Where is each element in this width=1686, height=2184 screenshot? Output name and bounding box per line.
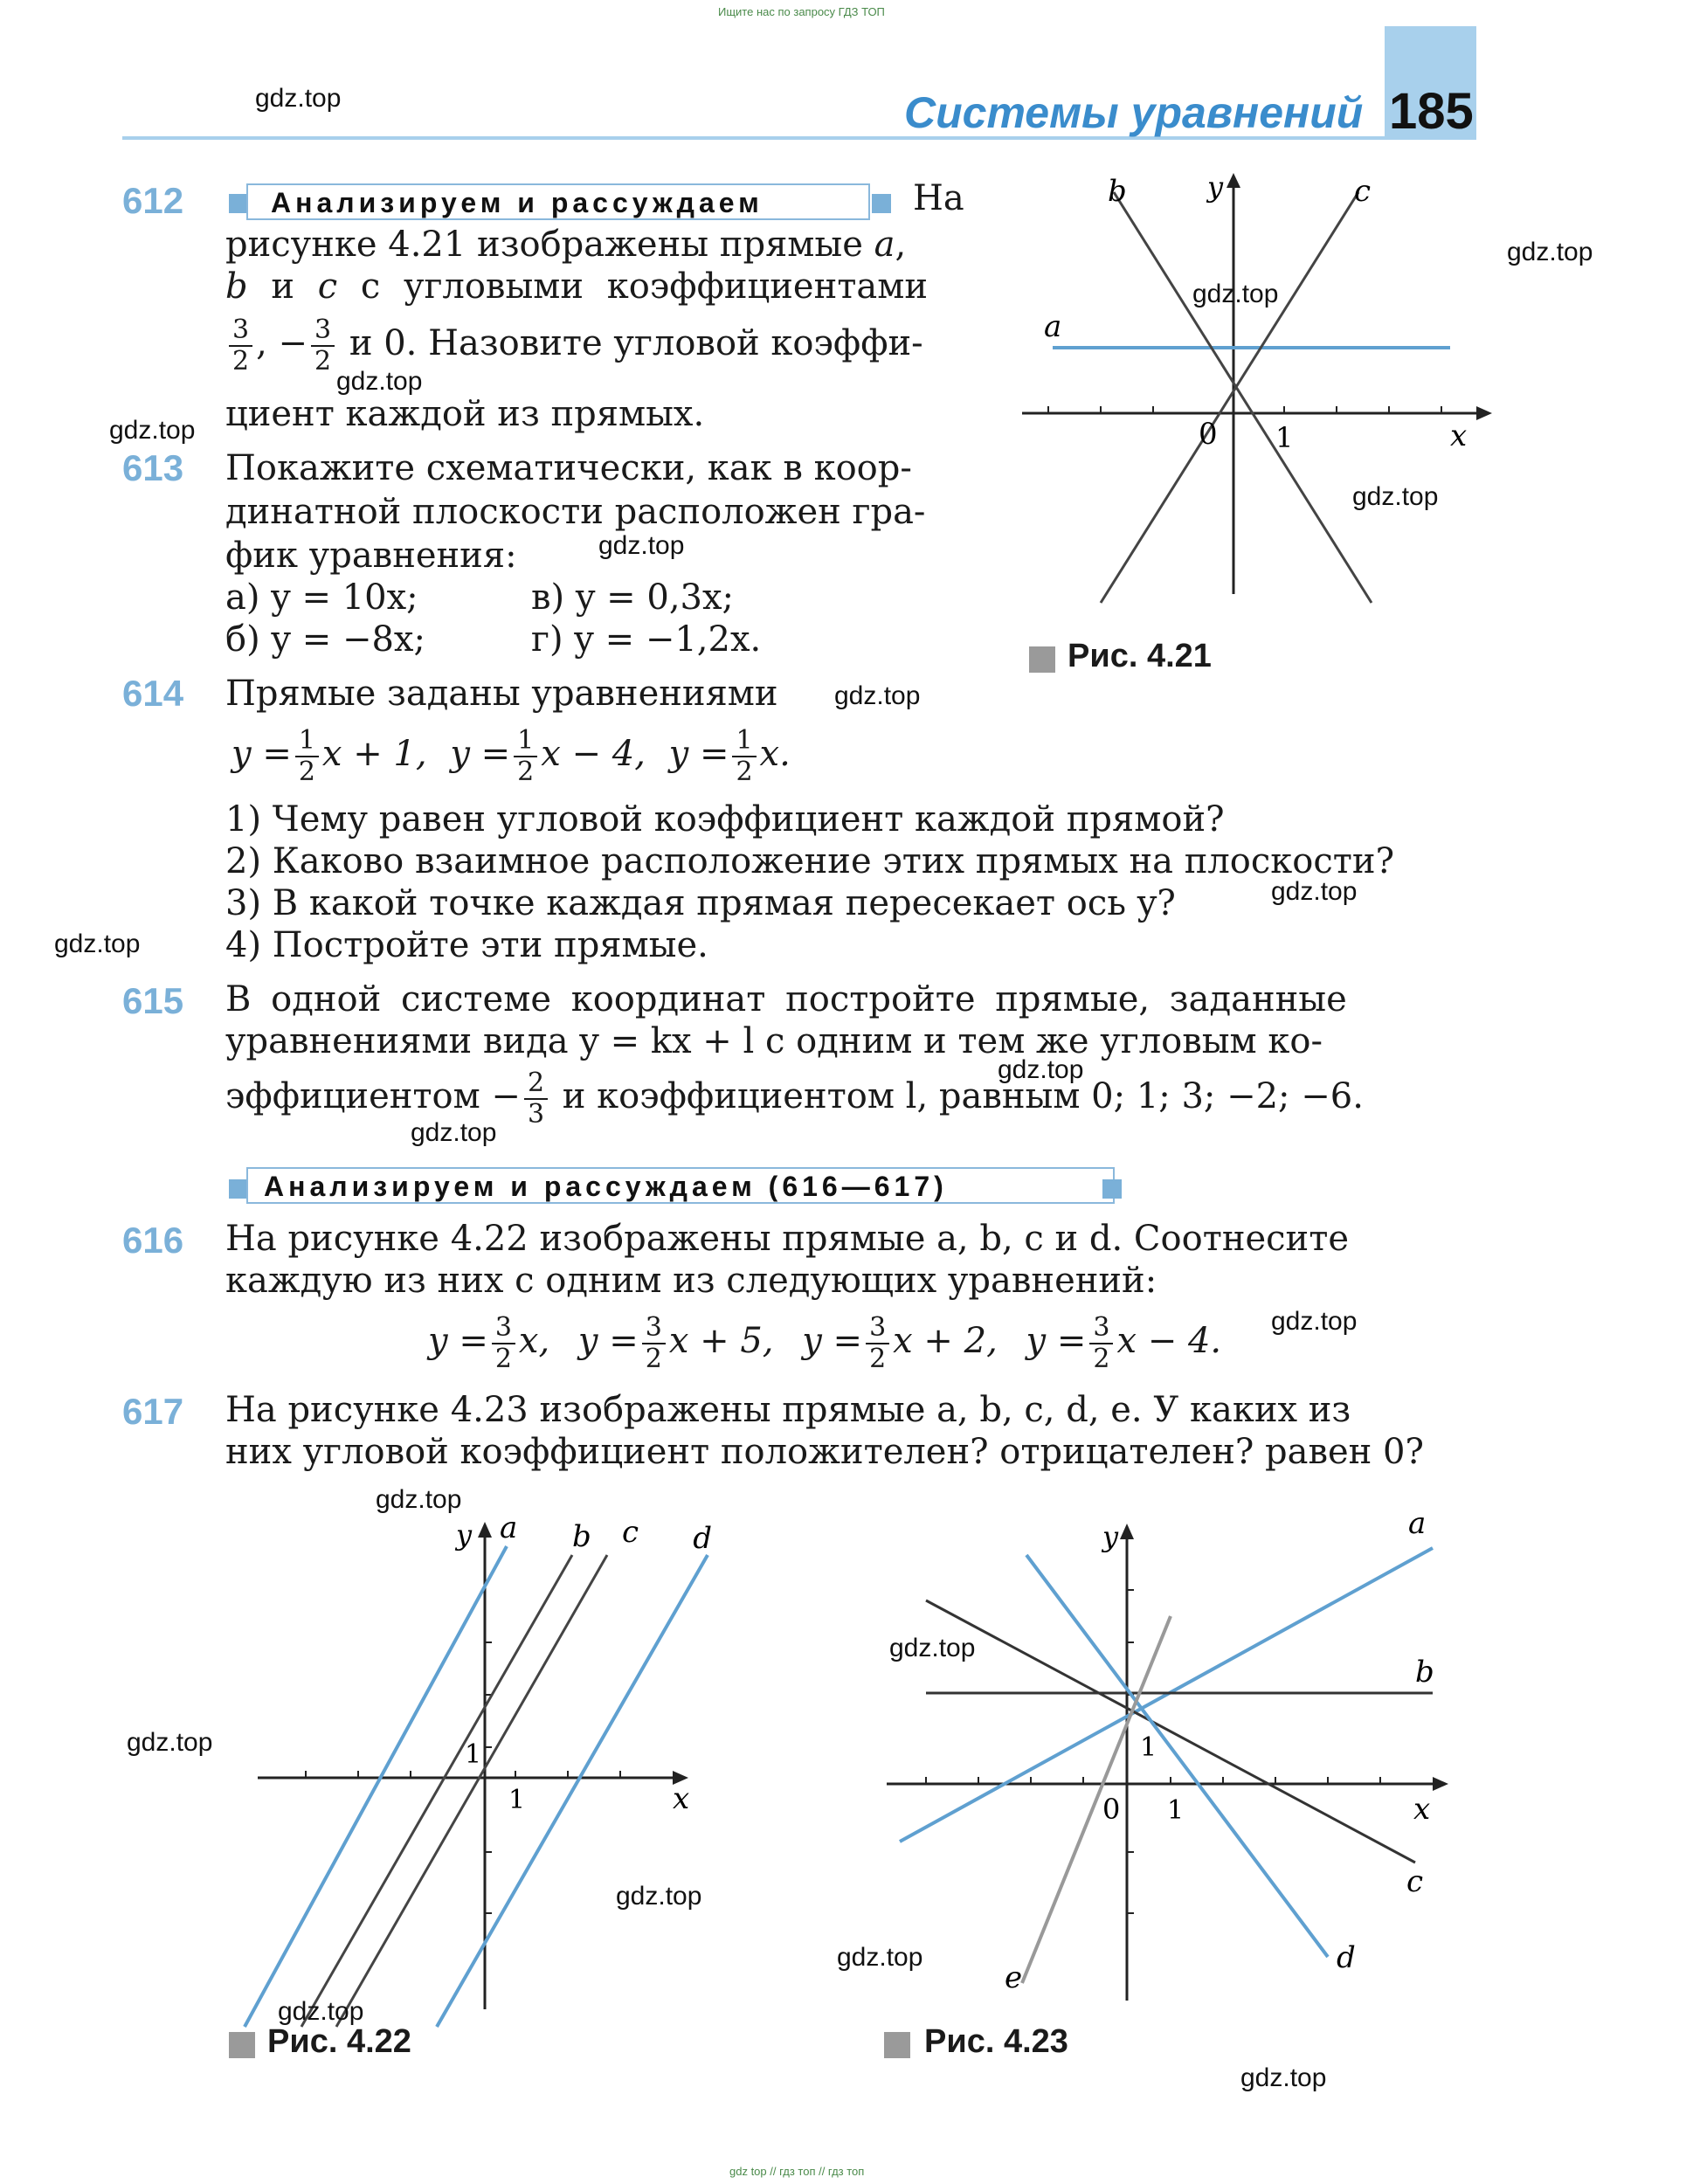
text-line: уравнениями вида y = kx + l с одним и тем же угловым ко- [225,1021,1323,1061]
text-line: динатной плоскости расположен гра- [225,492,926,532]
watermark: gdz.top [1240,2063,1327,2092]
text-line: 3) В какой точке каждая прямая пересекает ось y? [225,883,1176,923]
text-line: 4) Постройте эти прямые. [225,925,708,965]
bullet-square [1102,1179,1122,1199]
text-line: каждую из них с одним из следующих уравнений: [225,1261,1157,1301]
label-one: 1 [1275,421,1294,454]
label-y: y [1102,1520,1119,1553]
watermark: gdz.top [336,367,423,396]
text-line: Покажите схематически, как в коор- [225,448,912,488]
problem-number: 612 [122,180,184,221]
watermark: gdz.top [1192,280,1279,308]
line-b [1114,192,1372,603]
y-axis-arrow [478,1522,492,1538]
bullet-square [229,194,248,213]
label-d: d [1337,1940,1356,1975]
label-x: x [673,1781,690,1816]
text-line: В одной системе координат постройте прямые, заданные [225,979,1347,1019]
text-line: b и c с угловыми коэффициентами [225,266,928,307]
text-line: а) y = 10x; [225,577,418,618]
line-a [245,1546,507,2027]
y-axis-arrow [1120,1524,1134,1539]
section-heading: Анализируем и рассуждаем [271,187,764,218]
watermark: gdz.top [1271,1307,1358,1336]
watermark: gdz.top [1352,482,1439,511]
text-line: рисунке 4.21 изображены прямые a, [225,225,907,265]
label-one-x: 1 [1167,1795,1185,1826]
line-c [336,1555,607,2027]
bullet-square [229,1179,248,1199]
watermark: gdz.top [127,1728,213,1757]
watermark: gdz.top [1507,238,1593,266]
label-origin: 0 [1199,417,1218,452]
text-line: эффициентом − $\frac{2}{3}$ и коэффициентом l, равным 0; 1; 3; −2; −6. [225,1068,1364,1130]
line-c [1101,192,1358,603]
watermark: gdz.top [1271,877,1358,906]
page-number: 185 [1389,83,1474,140]
x-axis-arrow [1476,406,1492,420]
watermark: gdz.top [255,84,342,113]
figure-4-21 [1013,166,1503,620]
figure-4-23 [874,1503,1468,2027]
label-c: c [1406,1864,1424,1899]
label-a: a [1408,1506,1427,1541]
text-line: 1) Чему равен угловой коэффициент каждой прямой? [225,799,1225,840]
figure-caption: Рис. 4.21 [1068,638,1212,674]
watermark: gdz.top [834,681,921,710]
label-origin: 0 [1102,1793,1121,1826]
section-heading: Анализируем и рассуждаем (616—617) [264,1171,948,1202]
figure-caption: Рис. 4.23 [924,2023,1068,2060]
problem-number: 615 [122,980,184,1021]
label-one-y: 1 [1140,1732,1157,1763]
text-line: в) y = 0,3x; [531,577,735,618]
bullet-square [872,194,891,213]
watermark: gdz.top [998,1055,1084,1084]
line-a [900,1548,1433,1842]
text-line: б) y = −8x; [225,619,425,660]
page-title: Системы уравнений [904,88,1364,137]
problem-number: 614 [122,673,184,714]
problem-number: 617 [122,1391,184,1432]
text-line: Прямые заданы уравнениями [225,674,778,714]
label-b: b [572,1519,591,1554]
text-line: $\frac{3}{2}$ , − $\frac{3}{2}$ и 0. Назовите угловой коэффи- [225,313,1483,377]
watermark: gdz.top [411,1118,497,1147]
label-y: y [1207,170,1224,204]
label-x: x [1450,418,1468,453]
figure-4-22 [218,1503,712,2027]
equation-line: y = $\frac{1}{2}$ x + 1, y = $\frac{1}{2}$ x − 4, y = $\frac{1}{2}$ x. [231,725,791,787]
y-axis-arrow [1226,173,1240,188]
label-x: x [1413,1792,1431,1827]
label-a: a [500,1510,518,1545]
text-line: На [913,178,964,218]
top-note: Ищите нас по запросу ГДЗ ТОП [718,5,885,18]
watermark: gdz.top [598,531,685,560]
label-c: c [622,1515,639,1550]
text-line: г) y = −1,2x. [531,619,762,660]
figure-caption: Рис. 4.22 [267,2023,411,2060]
text-line: них угловой коэффициент положителен? отрицателен? равен 0? [225,1432,1424,1472]
label-d: d [693,1521,712,1556]
label-c: c [1354,174,1372,209]
watermark: gdz.top [376,1485,462,1514]
line-d [1026,1555,1328,1957]
caption-square [229,2032,255,2058]
text-line: циент каждой из прямых. [225,394,705,434]
label-b: b [1108,174,1127,209]
problem-number: 613 [122,447,184,488]
equation-line: y = $\frac{3}{2}$ x, y = $\frac{3}{2}$ x + 5, y = $\frac{3}{2}$ x + 2, y = $\frac{3}{2}$ x − 4. [428,1312,1222,1374]
problem-number: 616 [122,1220,184,1261]
watermark: gdz.top [889,1634,976,1662]
watermark: gdz.top [278,1997,364,2026]
bottom-note: gdz top // гдз топ // гдз топ [729,2165,865,2178]
label-a: a [1044,309,1062,344]
label-b: b [1415,1655,1434,1690]
watermark: gdz.top [616,1882,702,1911]
watermark: gdz.top [54,930,141,958]
text-line: На рисунке 4.23 изображены прямые a, b, c, d, e. У каких из [225,1390,1351,1430]
label-one-x: 1 [508,1785,526,1815]
x-axis-arrow [1433,1777,1448,1791]
caption-square [1029,646,1055,673]
watermark: gdz.top [109,416,196,445]
watermark: gdz.top [837,1943,923,1972]
text-line: На рисунке 4.22 изображены прямые a, b, c и d. Соотнесите [225,1219,1350,1259]
line-e [1022,1616,1171,1983]
text-line: фик уравнения: [225,536,517,576]
label-e: e [1005,1960,1023,1995]
caption-square [884,2032,910,2058]
text-line: 2) Каково взаимное расположение этих прямых на плоскости? [225,841,1395,881]
line-d [437,1555,708,2027]
label-one-y: 1 [465,1739,482,1770]
label-y: y [456,1518,473,1552]
line-b [301,1555,572,2027]
